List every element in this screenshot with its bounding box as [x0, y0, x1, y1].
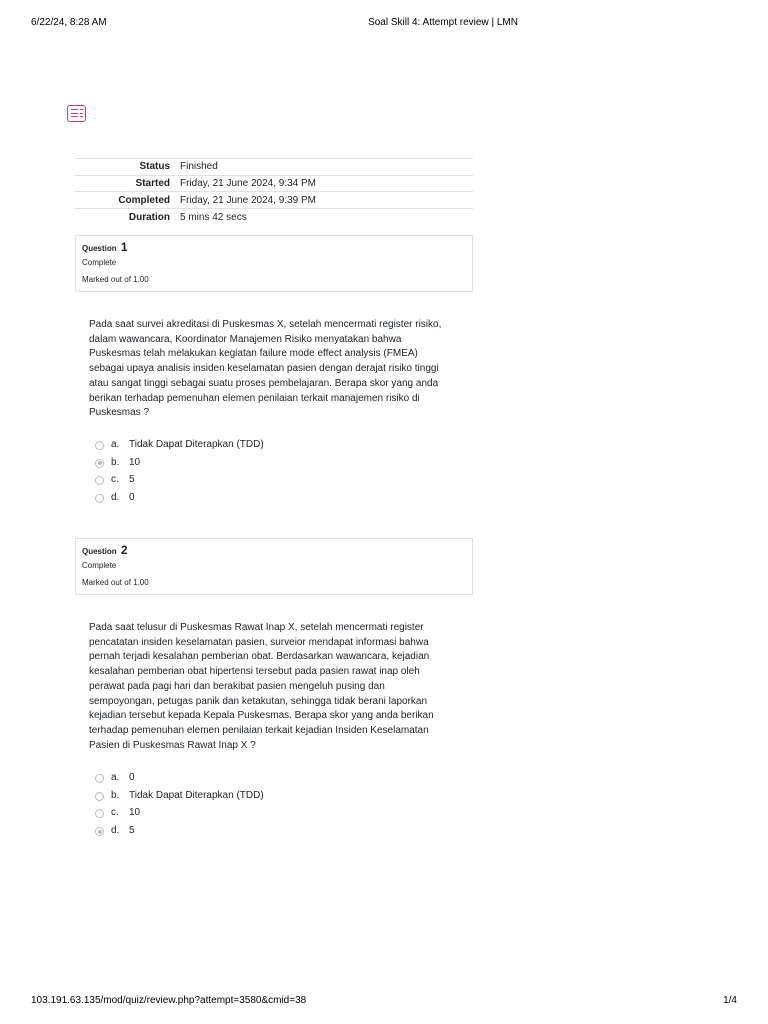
question-label: Question: [82, 547, 117, 556]
answer-letter: d.: [111, 492, 120, 504]
answer-letter: b.: [111, 456, 120, 468]
question-number: [82, 543, 128, 557]
question-text-line: Puskesmas ?: [89, 407, 150, 419]
summary-label: Duration: [128, 211, 170, 223]
question-text-line: dalam wawancara, Koordinator Manajemen Risiko menyatakan bahwa: [89, 333, 402, 345]
radio-button[interactable]: [95, 476, 104, 485]
print-datetime: 6/22/24, 8:28 AM: [31, 17, 107, 28]
answer-letter: b.: [111, 789, 120, 801]
question-text-line: Puskesmas telah melakukan kegiatan failure mode effect analysis (FMEA): [89, 348, 418, 360]
question-text-line: sebagai upaya analisis insiden keselamatan pasien dengan derajat risiko tinggi: [89, 363, 439, 375]
print-url: 103.191.63.135/mod/quiz/review.php?attempt=3580&cmid=38: [31, 995, 307, 1006]
answer-letter: a.: [111, 772, 120, 783]
answer-letter: a.: [111, 439, 120, 450]
summary-row-status: [75, 159, 473, 176]
question-text-line: pernah terjadi kesalahan pemberian obat. Berdasarkan wawancara, kejadian: [89, 651, 430, 663]
question-info-1: [75, 235, 473, 292]
quiz-review-icon: [67, 105, 86, 122]
answer-letter: c.: [111, 807, 119, 819]
question-number: [82, 240, 128, 254]
summary-label: Started: [135, 178, 170, 190]
question-text-line: perawat pada pagi hari dan berakibat pasien mengeluh pusing dan: [89, 680, 385, 692]
question-text-line: berikan terhadap pemenuhan elemen penilaian terkait manajemen risiko di: [89, 392, 420, 404]
attempt-summary-table: [75, 158, 473, 225]
question-text-line: terhadap pemenuhan elemen penilaian terkait kejadian Insiden Keselamatan: [89, 724, 429, 736]
summary-value: Finished: [180, 161, 218, 173]
summary-row-started: [75, 175, 473, 192]
answer-text: 5: [129, 825, 135, 837]
question-text-line: pencatatan insiden keselamatan pasien, surveior mendapat informasi bahwa: [89, 636, 429, 648]
question-state: Complete: [82, 258, 117, 267]
radio-button[interactable]: [95, 809, 104, 818]
answer-text: 0: [129, 492, 135, 504]
radio-button[interactable]: [95, 441, 104, 450]
radio-button[interactable]: [95, 792, 104, 801]
answer-text: 0: [129, 772, 135, 783]
question-text-line: atau sangat tinggi sebagai suatu proses pembelajaran. Berapa skor yang anda: [89, 377, 439, 389]
question-text-line: kejadian tersebut kepada Kepala Puskesmas. Berapa skor yang anda berikan: [89, 710, 434, 722]
answer-text: 10: [129, 456, 141, 468]
answer-text: 10: [129, 807, 141, 819]
question-grade: Marked out of 1.00: [82, 578, 149, 587]
radio-button[interactable]: [95, 827, 104, 836]
question-text-1: [89, 318, 467, 421]
summary-label: Completed: [118, 194, 170, 206]
summary-row-duration: [75, 209, 473, 226]
summary-row-completed: [75, 192, 473, 209]
summary-label: Status: [139, 161, 170, 173]
question-label: Question: [82, 244, 117, 253]
question-text-line: Pasien di Puskesmas Rawat Inap X ?: [89, 739, 256, 751]
answer-letter: c.: [111, 474, 119, 486]
print-header: [0, 17, 768, 31]
radio-button[interactable]: [95, 774, 104, 783]
print-page-title: Soal Skill 4: Attempt review | LMN: [368, 17, 518, 28]
answer-text: Tidak Dapat Diterapkan (TDD): [129, 439, 264, 450]
question-text-line: sempoyongan, petugas panik dan ketakutan, sehingga tidak berani laporkan: [89, 695, 428, 707]
radio-button[interactable]: [95, 494, 104, 503]
radio-button[interactable]: [95, 459, 104, 468]
summary-value: Friday, 21 June 2024, 9:34 PM: [180, 178, 317, 190]
summary-value: 5 mins 42 secs: [180, 211, 247, 223]
question-grade: Marked out of 1.00: [82, 275, 149, 284]
question-text-2: [89, 621, 467, 753]
question-number-value: 1: [120, 240, 128, 254]
question-text-line: kesalahan pemberian obat hipertensi tersebut pada pasien rawat inap oleh: [89, 666, 420, 678]
question-info-2: [75, 538, 473, 595]
question-number-value: 2: [120, 543, 128, 557]
question-state: Complete: [82, 561, 117, 570]
summary-value: Friday, 21 June 2024, 9:39 PM: [180, 194, 317, 206]
question-text-line: Pada saat telusur di Puskesmas Rawat Inap X, setelah mencermati register: [89, 622, 424, 633]
answer-text: 5: [129, 474, 135, 486]
answer-text: Tidak Dapat Diterapkan (TDD): [129, 789, 264, 801]
question-text-line: Pada saat survei akreditasi di Puskesmas X, setelah mencermati register risiko,: [89, 319, 442, 330]
print-page-number: 1/4: [723, 995, 737, 1006]
answer-letter: d.: [111, 825, 120, 837]
